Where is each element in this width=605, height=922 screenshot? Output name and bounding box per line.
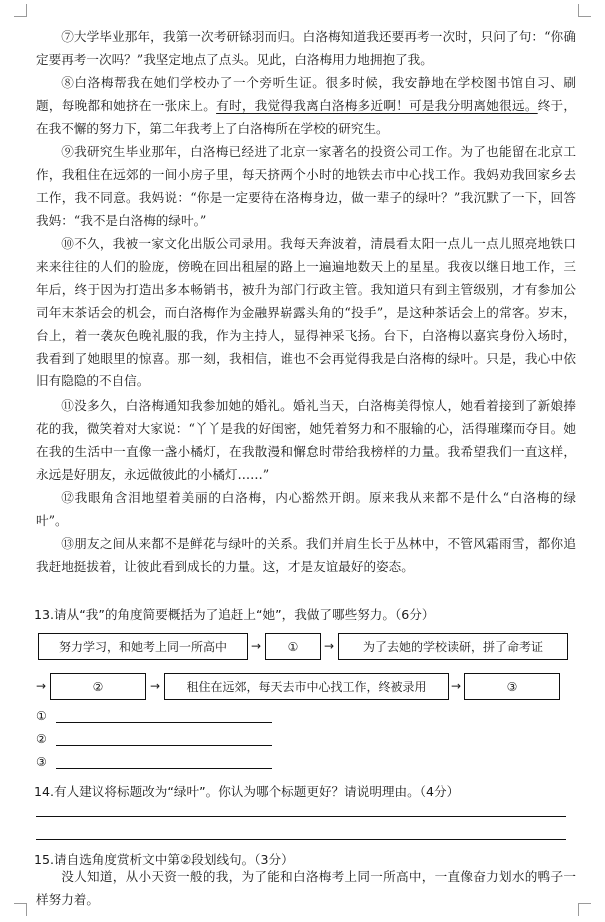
question-15-quote: 没人知道，从小天资一般的我，为了能和白洛梅考上同一所高中，一直像奋力划水的鸭子一样努力着。 xyxy=(36,869,576,907)
paragraph-8-text-b: 终于，在我不懈的努力下，第二年我考上了白洛梅所在学校的研究生。 xyxy=(36,97,577,136)
answer-line-q14-1[interactable] xyxy=(36,816,566,817)
answer-line-2[interactable] xyxy=(56,745,272,746)
paragraph-8-text-a: ⑧白洛梅帮我在她们学校办了一个旁听生证。很多时候，我安静地在学校图书馆自习、刷题，每晚都和她挤在一张床上。 xyxy=(36,75,576,113)
answer-line-q14-2[interactable] xyxy=(36,839,566,840)
question-13-prompt: 13.请从“我”的角度简要概括为了追赶上“她”，我做了哪些努力。（6分） xyxy=(34,607,435,622)
paragraph-8 xyxy=(36,72,576,141)
flow-arrow-3: → xyxy=(36,679,47,693)
paragraph-10: ⑩不久，我被一家文化出版公司录用。我每天奔波着，清晨看太阳一点儿一点儿照亮地铁口来来往往的人们的脸庞，傍晚在回出租屋的路上一遍遍地数天上的星星。我夜以继日地工作，三年后，终于因为打造出多本畅销书，被升为部门行政主管。我知道只有到主管级别，才有参加公司年末茶话会的机会，而白洛梅作为金融界崭露头角的“投手”，是这种茶话会上的常客。岁末，台上，着一袭灰色晚礼服的我，作为主持人，显得神采飞扬。台下，白洛梅以嘉宾身份入场时，我看到了她眼里的惊喜。那一刻，我相信，谁也不会再觉得我是白洛梅的绿叶。只是，我心中依旧有隐隐的不自信。 xyxy=(36,236,576,389)
corner-mark-top-left xyxy=(14,4,27,17)
paragraph-9: ⑨我研究生毕业那年，白洛梅已经进了北京一家著名的投资公司工作。为了也能留在北京工作，我租住在远郊的一间小房子里，每天挤两个小时的地铁去市中心找工作。我妈劝我回家乡去工作，我不同意。我妈说：“你是一定要待在洛梅身边，做一辈子的绿叶？”我沉默了一下，回答我妈：“我不是白洛梅的绿叶。” xyxy=(36,144,576,228)
answer-label-1: ① xyxy=(36,709,47,723)
answer-label-3: ③ xyxy=(36,755,47,769)
corner-mark-bottom-right xyxy=(578,903,591,916)
paragraph-13: ⑬朋友之间从来都不是鲜花与绿叶的关系。我们并肩生长于丛林中，不管风霜雨雪，都你追我赶地挺拔着，让彼此看到成长的力量。这，才是友谊最好的姿态。 xyxy=(36,536,576,574)
answer-label-2: ② xyxy=(36,732,47,746)
flow-arrow-1: → xyxy=(251,639,262,653)
flow-box-4-blank: ② xyxy=(50,673,146,700)
flow-box-6-blank: ③ xyxy=(464,673,560,700)
answer-line-1[interactable] xyxy=(56,722,272,723)
flow-box-1: 努力学习，和她考上同一所高中 xyxy=(38,633,248,660)
paragraph-7: ⑦大学毕业那年，我第一次考研铩羽而归。白洛梅知道我还要再考一次时，只问了句：“你确定要再考一次吗？”我坚定地点了点头。见此，白洛梅用力地拥抱了我。 xyxy=(36,29,576,67)
paragraph-11: ⑪没多久，白洛梅通知我参加她的婚礼。婚礼当天，白洛梅美得惊人，她看着接到了新娘捧花的我，微笑着对大家说：“丫丫是我的好闺密，她凭着努力和不服输的心，活得璀璨而夺目。她在我的生活中一直像一盏小橘灯，在我散漫和懈怠时带给我榜样的力量。我希望我们一直这样，永远是好朋友，永远做彼此的小橘灯……” xyxy=(36,398,576,482)
flow-box-3: 为了去她的学校读研，拼了命考证 xyxy=(338,633,568,660)
flow-box-2-blank: ① xyxy=(265,633,321,660)
corner-mark-top-right xyxy=(578,4,591,17)
corner-mark-bottom-left xyxy=(14,903,27,916)
answer-line-3[interactable] xyxy=(56,768,272,769)
flow-arrow-4: → xyxy=(150,679,161,693)
flow-box-5: 租住在远郊，每天去市中心找工作，终被录用 xyxy=(164,673,449,700)
question-15-prompt: 15.请自选角度赏析文中第②段划线句。（3分） xyxy=(34,852,294,867)
question-14-prompt: 14.有人建议将标题改为“绿叶”。你认为哪个标题更好？请说明理由。（4分） xyxy=(34,784,460,799)
flow-arrow-2: → xyxy=(324,639,335,653)
flow-arrow-5: → xyxy=(451,679,462,693)
paragraph-12: ⑫我眼角含泪地望着美丽的白洛梅，内心豁然开朗。原来我从来都不是什么“白洛梅的绿叶”。 xyxy=(36,490,576,528)
underlined-sentence: 有时，我觉得我离白洛梅多近啊！可是我分明离她很远。 xyxy=(216,97,538,113)
